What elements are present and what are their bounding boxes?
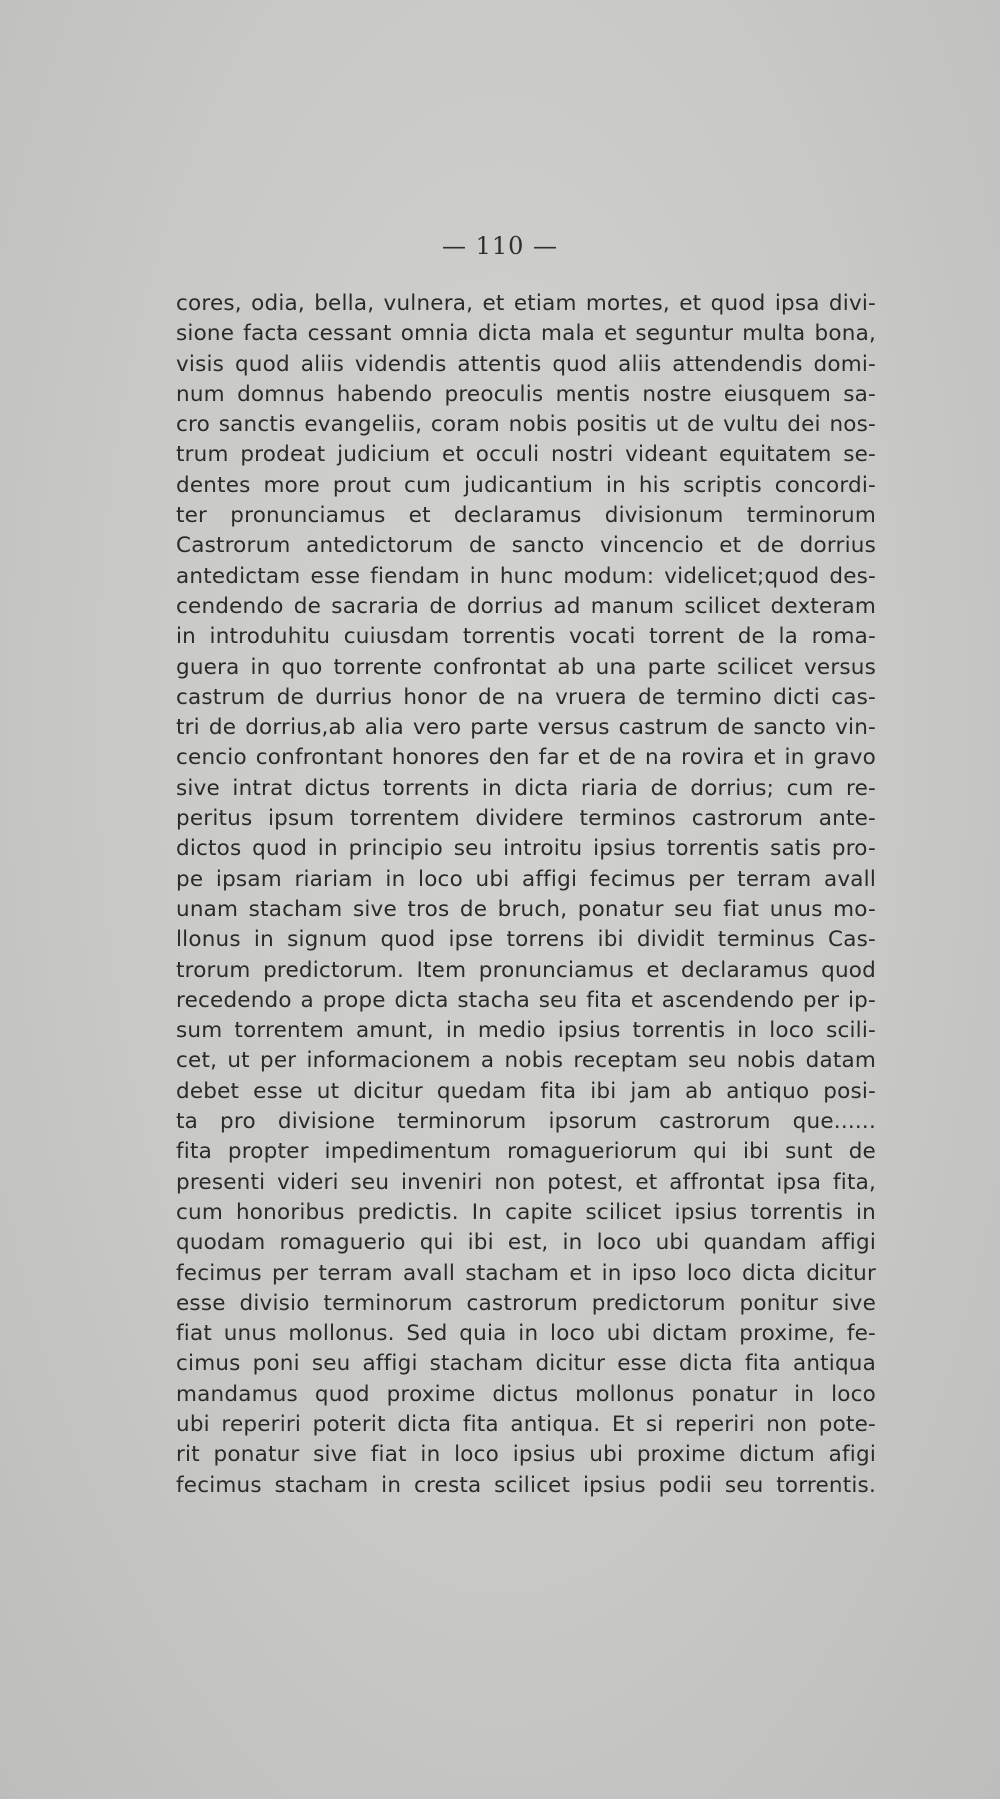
text-line: cimus poni seu affigi stacham dicitur esse dicta fita antiqua bbox=[176, 1351, 876, 1377]
text-line: presenti videri seu inveniri non potest, et affrontat ipsa fita, bbox=[176, 1169, 876, 1195]
text-line: esse divisio terminorum castrorum predictorum ponitur sive bbox=[176, 1290, 876, 1316]
text-line: ta pro divisione terminorum ipsorum castrorum que...... bbox=[176, 1109, 876, 1135]
text-line: peritus ipsum torrentem dividere terminos castrorum ante- bbox=[176, 806, 876, 832]
text-line: sive intrat dictus torrents in dicta riaria de dorrius; cum re- bbox=[176, 775, 876, 801]
text-line: in introduhitu cuiusdam torrentis vocati torrent de la roma- bbox=[176, 624, 876, 650]
body-text bbox=[176, 289, 876, 1501]
text-line: fita propter impedimentum romagueriorum qui ibi sunt de bbox=[176, 1139, 876, 1165]
text-line: cores, odia, bella, vulnera, et etiam mortes, et quod ipsa divi- bbox=[176, 291, 876, 316]
text-line: pe ipsam riariam in loco ubi affigi fecimus per terram avall bbox=[176, 866, 876, 892]
text-line: fecimus stacham in cresta scilicet ipsius podii seu torrentis. bbox=[176, 1472, 876, 1498]
text-line: dentes more prout cum judicantium in his scriptis concordi- bbox=[176, 472, 876, 498]
page-number: — 110 — bbox=[441, 232, 559, 260]
text-line: cro sanctis evangeliis, coram nobis positis ut de vultu dei nos- bbox=[176, 412, 876, 438]
text-line: debet esse ut dicitur quedam fita ibi jam ab antiquo posi- bbox=[176, 1078, 876, 1104]
text-line: tri de dorrius,ab alia vero parte versus castrum de sancto vin- bbox=[176, 715, 876, 741]
text-line: num domnus habendo preoculis mentis nostre eiusquem sa- bbox=[176, 381, 876, 407]
text-line: llonus in signum quod ipse torrens ibi dividit terminus Cas- bbox=[176, 927, 876, 953]
text-line: fecimus per terram avall stacham et in ipso loco dicta dicitur bbox=[176, 1260, 876, 1286]
text-line: Castrorum antedictorum de sancto vincencio et de dorrius bbox=[176, 533, 876, 559]
text-line: trum prodeat judicium et occuli nostri videant equitatem se- bbox=[176, 442, 876, 468]
text-line: rit ponatur sive fiat in loco ipsius ubi proxime dictum afigi bbox=[176, 1442, 876, 1468]
text-line: mandamus quod proxime dictus mollonus ponatur in loco bbox=[176, 1381, 876, 1407]
text-line: ubi reperiri poterit dicta fita antiqua. Et si reperiri non pote- bbox=[176, 1411, 876, 1437]
text-line: trorum predictorum. Item pronunciamus et declaramus quod bbox=[176, 957, 876, 983]
text-line: unam stacham sive tros de bruch, ponatur seu fiat unus mo- bbox=[176, 896, 876, 922]
text-line: sione facta cessant omnia dicta mala et seguntur multa bona, bbox=[176, 321, 876, 347]
text-line: cum honoribus predictis. In capite scilicet ipsius torrentis in bbox=[176, 1199, 876, 1225]
text-line: antedictam esse fiendam in hunc modum: videlicet;quod des- bbox=[176, 563, 876, 589]
text-line: cendendo de sacraria de dorrius ad manum scilicet dexteram bbox=[176, 593, 876, 619]
text-line: quodam romaguerio qui ibi est, in loco ubi quandam affigi bbox=[176, 1230, 876, 1256]
text-line: dictos quod in principio seu introitu ipsius torrentis satis pro- bbox=[176, 836, 876, 862]
text-line: castrum de durrius honor de na vruera de termino dicti cas- bbox=[176, 684, 876, 710]
text-line: cencio confrontant honores den far et de na rovira et in gravo bbox=[176, 745, 876, 771]
text-line: fiat unus mollonus. Sed quia in loco ubi dictam proxime, fe- bbox=[176, 1321, 876, 1347]
text-line: visis quod aliis videndis attentis quod aliis attendendis domi- bbox=[176, 351, 876, 377]
text-line: ter pronunciamus et declaramus divisionum terminorum bbox=[176, 503, 876, 529]
text-line: guera in quo torrente confrontat ab una parte scilicet versus bbox=[176, 654, 876, 680]
text-line: recedendo a prope dicta stacha seu fita et ascendendo per ip- bbox=[176, 987, 876, 1013]
text-line: cet, ut per informacionem a nobis receptam seu nobis datam bbox=[176, 1048, 876, 1074]
text-line: sum torrentem amunt, in medio ipsius torrentis in loco scili- bbox=[176, 1018, 876, 1044]
